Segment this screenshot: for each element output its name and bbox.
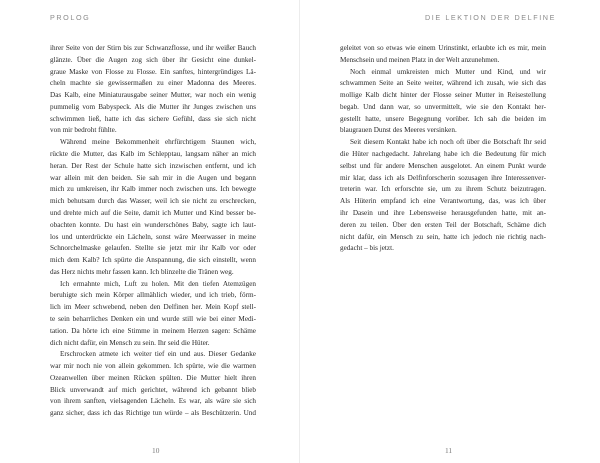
left-text-line: graue Maske von Flosse zu Flosse. Ein sanftes, hintergründiges Lä- xyxy=(50,67,256,76)
right-text-line: nicht dafür, ein Mensch zu sein, hatte ich jedoch nie richtig nach- xyxy=(340,232,546,241)
right-text-line: blaugrauen Dunst des Meeres versinken. xyxy=(340,126,457,135)
left-text-line: von mir bedroht fühlte. xyxy=(50,126,117,135)
left-text-line: te sein beharrliches Denken ein und wurde still wie bei einer Medi- xyxy=(50,314,256,323)
left-text-line: beruhigte sich mein Körper allmählich wieder, und ich trieb, förm- xyxy=(50,291,256,300)
right-page xyxy=(300,0,600,463)
left-text-line: Das Kalb, eine Miniaturausgabe seiner Mutter, war noch ein wenig xyxy=(50,91,256,100)
right-text-line: Als Hüterin empfand ich eine Verantwortung, das, was ich über xyxy=(340,197,546,206)
left-text-line: schwimmen ließ, hatte ich das sichere Gefühl, dass sie sich nicht xyxy=(50,114,256,123)
left-text-line: tation. Da hörte ich eine Stimme in meinem Herzen sagen: Schäme xyxy=(50,326,256,335)
left-text-line: dich nicht dafür, ein Mensch zu sein. Ihr seid die Hüter. xyxy=(50,338,210,347)
left-text-line: von ihrem sanften, vielsagenden Lächeln. Es war, als wäre sie sich xyxy=(50,397,256,406)
running-header-right: DIE LEKTION DER DELFINE xyxy=(424,13,556,22)
left-text-line: rückte die Mutter, das Kalb im Schlepptau, langsam näher an mich xyxy=(50,150,256,159)
left-text-line: Blick unverwandt auf mich gerichtet, während ich gebannt blieb xyxy=(50,385,256,394)
left-text-line: mich zu umkreisen, ihr Kalb immer noch zwischen uns. Ich bewegte xyxy=(50,185,256,194)
right-text-line: deren zu teilen. Über den ersten Teil der Botschaft, Schäme dich xyxy=(340,220,546,229)
left-text-line: Ozeanwellen über meinen Rücken spülten. Die Mutter hielt ihren xyxy=(50,373,256,382)
left-text-line: pummelig vom Babyspeck. Als die Mutter ihr Junges zwischen uns xyxy=(50,102,256,111)
right-text-line: gestellt hatte, unsere Begegnung vorüber. Ich sah die beiden im xyxy=(340,114,546,123)
left-text-line: Während meine Bekommenheit ehrfürchtigem Staunen wich, xyxy=(60,138,256,147)
right-text-line: die Hüter nachgedacht. Jahrelang habe ich die Bedeutung für mich xyxy=(340,150,546,159)
right-text-line: mir klar, dass ich als Delfinforscherin sozusagen ihre Interessenver- xyxy=(340,173,546,182)
page-number-left: 10 xyxy=(152,446,160,455)
left-text-line: Erschrocken atmete ich weiter tief ein und aus. Dieser Gedanke xyxy=(60,350,256,359)
left-text-line: Ich ermahnte mich, Luft zu holen. Mit den tiefen Atemzügen xyxy=(60,279,256,288)
left-text-line: lich im Meer schwebend, neben den Delfinen her. Mein Kopf stell- xyxy=(50,303,256,312)
left-text-line: ganz sicher, dass ich das Richtige tun würde – als Beschützerin. Und xyxy=(50,409,256,418)
left-text-line: war allein mit den beiden. Sie sah mir in die Augen und begann xyxy=(50,173,256,182)
right-text-line: begab. Und dann war, so unvermittelt, wie sie den Kontakt her- xyxy=(340,102,546,111)
left-text-line: los und unterdrückte ein Lächeln, sonst wäre Meerwasser in meine xyxy=(50,232,256,241)
right-text-line: Seit diesem Kontakt habe ich noch oft über die Botschaft Ihr seid xyxy=(350,138,546,147)
left-text-line: glänzte. Über die Augen zog sich über ihr Gesicht eine dunkel- xyxy=(50,55,256,64)
left-text-line: war mir noch nie von allein gekommen. Ich spürte, wie die warmen xyxy=(50,362,256,371)
right-text-line: mollige Kalb dicht hinter der Flosse seiner Mutter in Reisestellung xyxy=(340,91,546,100)
right-text-line: schwammen Seite an Seite weiter, während ich zusah, wie sich das xyxy=(340,79,546,88)
left-text-line: Schnorchelmaske gelaufen. Stellte sie jetzt mir ihr Kalb vor oder xyxy=(50,244,256,253)
left-text-line: und drehte mich auf die Seite, damit ich Mutter und Kind besser be- xyxy=(50,208,256,217)
left-page-text xyxy=(50,43,256,420)
right-text-line: ihr Dasein und ihre Lebensweise herausgefunden hatte, mit an- xyxy=(340,208,546,217)
left-text-line: obachten konnte. Du hast ein wunderschönes Baby, sagte ich laut- xyxy=(50,220,256,229)
right-text-line: geleitet von so etwas wie einem Urinstinkt, erlaubte ich es mir, mein xyxy=(340,44,546,52)
right-text-line: Noch einmal umkreisten mich Mutter und Kind, und wir xyxy=(350,67,546,76)
left-text-line: das Herz nichts mehr fassen kann. Ich blinzelte die Tränen weg. xyxy=(50,267,234,276)
right-text-line: gedacht – bis jetzt. xyxy=(340,244,394,253)
right-text-line: treterin war. Ich erforschte sie, um zu ihrem Schutz beizutragen. xyxy=(340,185,546,194)
left-text-line: cheln machte sie gewissermaßen zu einer Madonna des Meeres. xyxy=(50,79,256,88)
running-header-left: PROLOG xyxy=(50,13,91,22)
left-text-line: heran. Der Rest der Schule hatte sich inzwischen entfernt, und ich xyxy=(50,161,256,170)
right-page-text xyxy=(340,43,546,255)
left-text-line: ihrer Seite von der Stirn bis zur Schwanzflosse, und ihr weißer Bauch xyxy=(50,44,256,52)
right-text-line: selbst und für andere Menschen ausgelotet. An einem Punkt wurde xyxy=(340,161,546,170)
left-text-line: mich dem Kalb? Ich spürte die Anspannung, die sich einstellt, wenn xyxy=(50,256,256,265)
page-number-right: 11 xyxy=(445,446,453,455)
right-text-line: Menschsein und meinen Platz in der Welt anzunehmen. xyxy=(340,55,500,64)
left-text-line: mich behutsam durch das Wasser, weil ich sie nicht zu erschrecken, xyxy=(50,197,256,206)
